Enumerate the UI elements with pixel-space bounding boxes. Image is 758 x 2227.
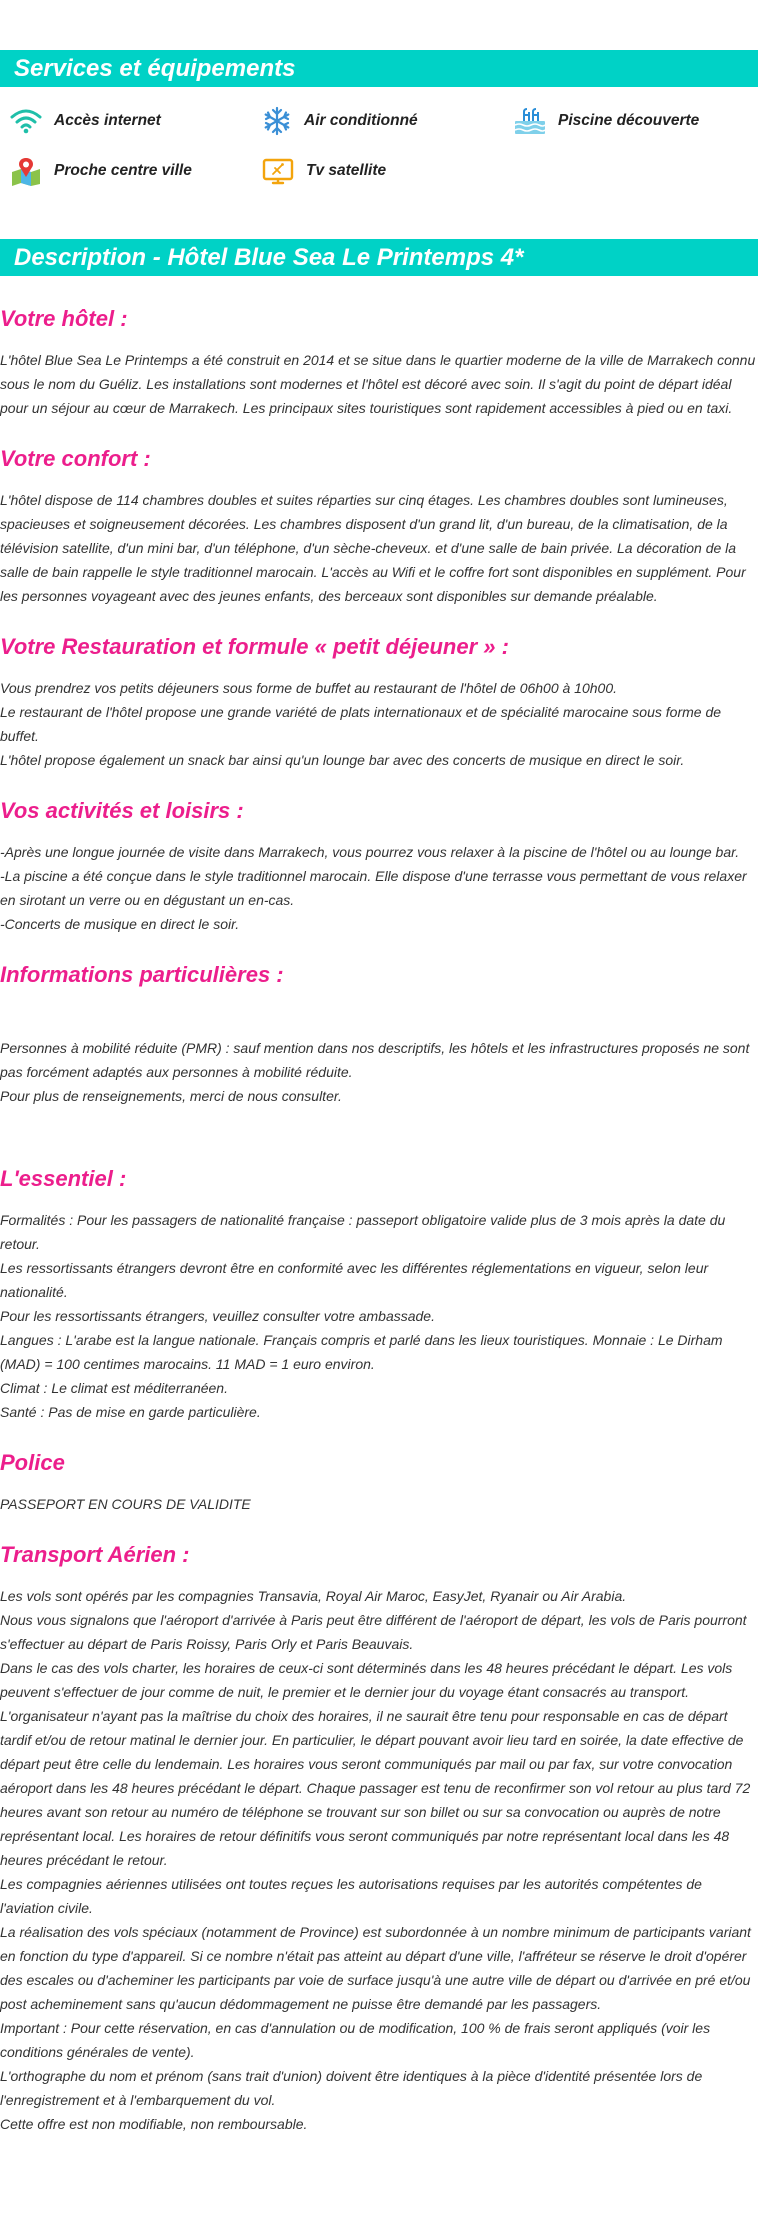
- services-grid: [0, 87, 758, 185]
- service-label: Air conditionné: [304, 112, 418, 129]
- service-label: Piscine découverte: [558, 112, 700, 129]
- description-banner: Description - Hôtel Blue Sea Le Printemps 4*: [0, 239, 758, 276]
- section-comfort: [0, 444, 758, 608]
- wifi-icon: [10, 108, 42, 134]
- section-text: Personnes à mobilité réduite (PMR) : sauf mention dans nos descriptifs, les hôtels et les infrastructures proposés ne sont pas forcément adaptés aux personnes à mobilité réduite. Pour plus de renseignements, merci de nous consulter.: [0, 1040, 750, 1104]
- section-title: Votre confort :: [0, 446, 151, 471]
- page: [0, 50, 758, 2136]
- section-text: PASSEPORT EN COURS DE VALIDITE: [0, 1496, 251, 1512]
- section-title: Transport Aérien :: [0, 1542, 190, 1567]
- section-text: L'hôtel dispose de 114 chambres doubles et suites réparties sur cinq étages. Les chambres doubles sont lumineuses, spacieuses et soigneusement décorées. Les chambres disposent d'un grand lit, d'un bureau, de la climatisation, de la télévision satellite, d'un mini bar, d'un téléphone, d'un sèche-cheveux. et d'une salle de bain privée. La décoration de la salle de bain rappelle le style traditionnel marocain. L'accès au Wifi et le coffre fort sont disponibles en supplément. Pour les personnes voyageant avec des jeunes enfants, des berceaux sont disponibles sur demande préalable.: [0, 492, 746, 604]
- section-activities: [0, 796, 758, 936]
- service-pool: [514, 107, 758, 135]
- section-air-transport: [0, 1540, 758, 2136]
- section-text: Les vols sont opérés par les compagnies Transavia, Royal Air Maroc, EasyJet, Ryanair ou Air Arabia. Nous vous signalons que l'aéroport d'arrivée à Paris peut être différent de l'aéroport de départ, les vols de Paris pourront s'effectuer au départ de Paris Roissy, Paris Orly et Paris Beauvais. Dans le cas des vols charter, les horaires de ceux-ci sont déterminés dans les 48 heures précédant le départ. Les vols peuvent s'effectuer de jour comme de nuit, le premier et le dernier jour du voyage étant consacrés au transport. L'organisateur n'ayant pas la maîtrise du choix des horaires, il ne saurait être tenu pour responsable en cas de départ tardif et/ou de retour matinal le dernier jour. En particulier, le départ pouvant avoir lieu tard en soirée, la date effective de départ peut être celle du lendemain. Les horaires vous seront communiqués par mail ou par fax, sur votre convocation aéroport dans les 48 heures précédant le départ. Chaque passager est tenu de reconfirmer son vol retour au plus tard 72 heures avant son retour au numéro de téléphone se trouvant sur son billet ou sur sa convocation ou auprès de notre représentant local. Les horaires de retour définitifs vous seront communiqués par notre représentant local dans les 48 heures précédant le retour. Les compagnies aériennes utilisées ont toutes reçues les autorisations requises par les autorités compétentes de l'aviation civile. La réalisation des vols spéciaux (notamment de Province) est subordonnée à un nombre minimum de participants variant en fonction du type d'appareil. Si ce nombre n'était pas atteint au départ d'une ville, l'affréteur se réserve le droit d'opérer des escales ou d'acheminer les participants par voie de surface jusqu'à une autre ville de départ ou d'arrivée en pré et/ou post acheminement sans qu'aucun dédommagement ne puisse être demandé par les passagers. Important : Pour cette réservation, en cas d'annulation ou de modification, 100 % de frais seront appliqués (voir les conditions générales de vente). L'orthographe du nom et prénom (sans trait d'union) doivent être identiques à la pièce d'identité présentée lors de l'enregistrement et à l'embarquement du vol. Cette offre est non modifiable, non remboursable.: [0, 1588, 751, 2132]
- section-title: Vos activités et loisirs :: [0, 798, 244, 823]
- section-text: L'hôtel Blue Sea Le Printemps a été construit en 2014 et se situe dans le quartier moderne de la ville de Marrakech connu sous le nom du Guéliz. Les installations sont modernes et l'hôtel est décoré avec soin. Il s'agit du point de départ idéal pour un séjour au cœur de Marrakech. Les principaux sites touristiques sont rapidement accessibles à pied ou en taxi.: [0, 352, 756, 416]
- pool-icon: [514, 107, 546, 135]
- description-content: [0, 304, 758, 2136]
- service-label: Tv satellite: [306, 162, 387, 179]
- section-text: -Après une longue journée de visite dans Marrakech, vous pourrez vous relaxer à la piscine de l'hôtel ou au lounge bar. -La piscine a été conçue dans le style traditionnel marocain. Elle dispose d'une terrasse vous permettant de vous relaxer en sirotant un verre ou en dégustant un en-cas. -Concerts de musique en direct le soir.: [0, 844, 747, 932]
- tv-icon: [262, 157, 294, 185]
- section-restaurant: [0, 632, 758, 772]
- section-title: Informations particulières :: [0, 962, 284, 987]
- snowflake-icon: [262, 106, 292, 136]
- section-police: [0, 1448, 758, 1516]
- service-internet: [10, 107, 262, 135]
- service-city-center: [10, 157, 262, 185]
- service-satellite-tv: [262, 157, 514, 185]
- section-title: L'essentiel :: [0, 1166, 127, 1191]
- service-label: Proche centre ville: [54, 162, 192, 179]
- service-label: Accès internet: [54, 112, 161, 129]
- section-hotel: [0, 304, 758, 420]
- services-banner: Services et équipements: [0, 50, 758, 87]
- service-air-conditioning: [262, 107, 514, 135]
- section-title: Police: [0, 1450, 65, 1475]
- section-particular-info: [0, 960, 758, 1108]
- section-title: Votre hôtel :: [0, 306, 128, 331]
- map-pin-icon: [10, 156, 42, 186]
- section-text: Formalités : Pour les passagers de nationalité française : passeport obligatoire valide plus de 3 mois après la date du retour. Les ressortissants étrangers devront être en conformité avec les différentes réglementations en vigueur, selon leur nationalité. Pour les ressortissants étrangers, veuillez consulter votre ambassade. Langues : L'arabe est la langue nationale. Français compris et parlé dans les lieux touristiques. Monnaie : Le Dirham (MAD) = 100 centimes marocains. 11 MAD = 1 euro environ. Climat : Le climat est méditerranéen. Santé : Pas de mise en garde particulière.: [0, 1212, 726, 1420]
- section-title: Votre Restauration et formule « petit déjeuner » :: [0, 634, 509, 659]
- section-text: Vous prendrez vos petits déjeuners sous forme de buffet au restaurant de l'hôtel de 06h00 à 10h00. Le restaurant de l'hôtel propose une grande variété de plats internationaux et de spécialité marocaine sous forme de buffet. L'hôtel propose également un snack bar ainsi qu'un lounge bar avec des concerts de musique en direct le soir.: [0, 680, 722, 768]
- section-essential: [0, 1164, 758, 1424]
